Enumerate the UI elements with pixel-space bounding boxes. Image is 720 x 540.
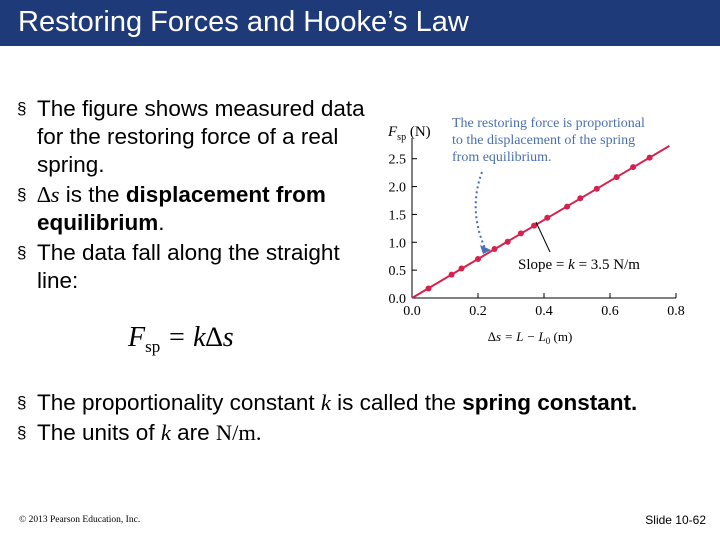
x-tick-label: 0.6 (601, 304, 619, 319)
y-tick-label: 1.0 (388, 236, 406, 252)
bullet-list-top (14, 95, 374, 297)
data-point (564, 204, 570, 210)
y-tick-label: 2.5 (388, 152, 406, 168)
data-point (614, 174, 620, 180)
square-bullet-icon: § (17, 243, 27, 262)
k-symbol: k (320, 390, 331, 415)
x-tick-label: 0.0 (403, 304, 421, 319)
data-point (475, 256, 481, 262)
data-point (449, 272, 455, 278)
plot-layer (389, 138, 685, 319)
annotation-arrow (476, 172, 485, 248)
data-point (594, 186, 600, 192)
y-tick-label: 2.0 (388, 180, 406, 196)
data-point (505, 239, 511, 245)
bullet-displacement (14, 181, 374, 237)
bullet-spring-constant (14, 389, 654, 417)
y-axis-label: $F_{sp}$ (N) (388, 124, 431, 143)
bullet-straight-line (14, 239, 374, 295)
bold-term: displacement from equilibrium (37, 182, 326, 235)
bullet-text: The data fall along the straight line: (37, 240, 340, 293)
square-bullet-icon: § (17, 423, 27, 442)
hookes-law-equation (128, 322, 234, 357)
k-symbol: k (160, 420, 171, 445)
data-point (518, 230, 524, 236)
slope-label: Slope = k = 3.5 N/m (518, 257, 640, 273)
bullet-text: are (170, 420, 216, 445)
x-axis-label: $\Delta s = L - L_0$ (m) (488, 329, 573, 346)
slope-leader-line (536, 222, 550, 252)
bullet-measured-data (14, 95, 374, 179)
bullet-text: The units of (37, 420, 161, 445)
bullet-text: is the (59, 182, 126, 207)
equation-subscript: sp (145, 337, 161, 356)
data-point (577, 195, 583, 201)
copyright-footer: © 2013 Pearson Education, Inc. (19, 515, 141, 525)
bold-term: spring constant. (462, 390, 638, 415)
square-bullet-icon: § (17, 99, 27, 118)
bullet-list-bottom (14, 389, 654, 449)
slide-number: Slide 10-62 (645, 513, 706, 527)
bullet-text: The figure shows measured data for the restoring force of a real spring. (37, 96, 365, 177)
data-point (647, 155, 653, 161)
square-bullet-icon: § (17, 185, 27, 204)
x-tick-label: 0.4 (535, 304, 553, 319)
y-tick-label: 0.5 (388, 264, 406, 280)
data-point (544, 215, 550, 221)
spring-force-chart (370, 100, 710, 352)
x-tick-label: 0.2 (469, 304, 487, 319)
annotation-text: The restoring force is proportional to the displacement of the spring from equilibrium. (452, 116, 645, 165)
square-bullet-icon: § (17, 393, 27, 412)
bullet-text: is called the (330, 390, 463, 415)
title-bar (0, 0, 720, 46)
y-tick-label: 0.0 (388, 292, 406, 307)
y-tick-label: 1.5 (388, 208, 406, 224)
bullet-units (14, 419, 654, 447)
equation-rhs: = k∆s (160, 322, 234, 353)
bullet-text: . (158, 210, 165, 235)
data-point (426, 286, 432, 292)
bullet-text: The proportionality constant (37, 390, 321, 415)
data-point (459, 265, 465, 271)
delta-s-symbol: ∆s (37, 182, 60, 207)
equation-f: F (128, 322, 146, 353)
slide-title: Restoring Forces and Hooke’s Law (18, 6, 469, 38)
x-tick-label: 0.8 (667, 304, 685, 319)
data-point (492, 246, 498, 252)
units-text: N/m. (215, 420, 262, 445)
data-point (630, 164, 636, 170)
